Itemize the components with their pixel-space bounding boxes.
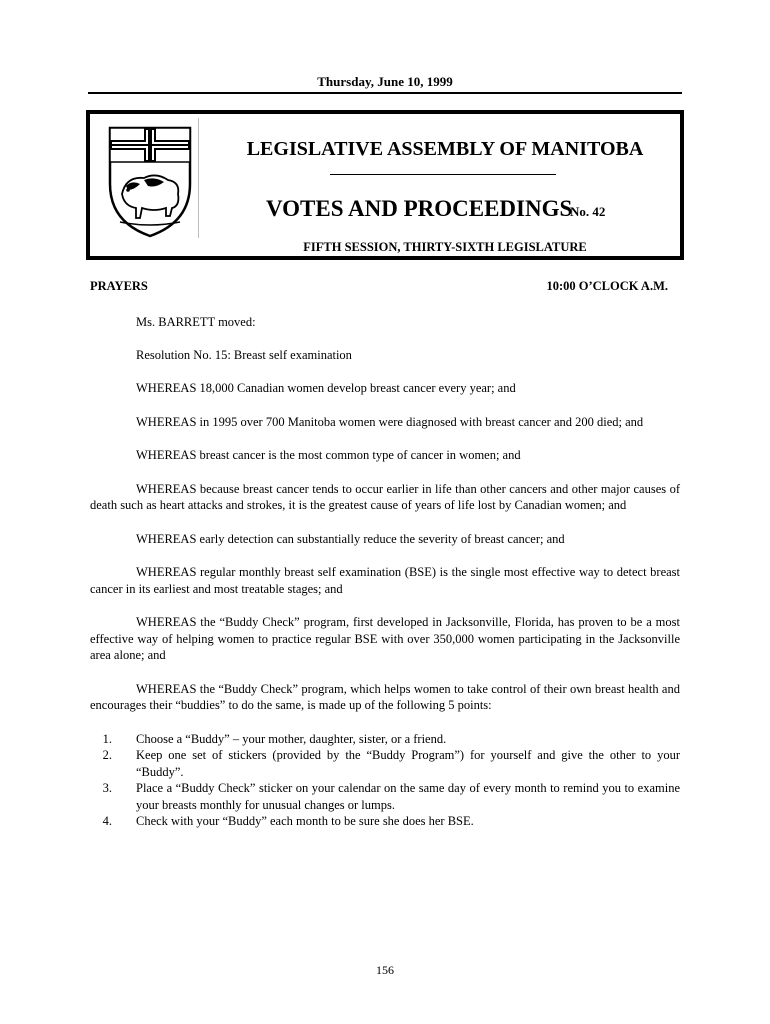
list-item-text: Check with your “Buddy” each month to be sure she does her BSE. — [136, 814, 474, 828]
whereas-clause: WHEREAS 18,000 Canadian women develop breast cancer every year; and — [136, 381, 516, 395]
whereas-clause: WHEREAS early detection can substantially reduce the severity of breast cancer; and — [136, 531, 565, 546]
whereas-clause: WHEREAS because breast cancer tends to occur earlier in life than other cancers and other major causes of death such as heart attacks and strokes, it is the greatest cause of years of life lost by Canadian women; and — [90, 481, 680, 512]
resolution-title: Resolution No. 15: Breast self examination — [136, 347, 352, 362]
whereas-clause: WHEREAS the “Buddy Check” program, first developed in Jacksonville, Florida, has proven to be a most effective way of helping women to practice regular BSE with over 350,000 women participating in the Jacksonville area alone; and — [90, 615, 680, 662]
section-heading-prayers: PRAYERS — [90, 279, 148, 293]
issue-number: No. 42 — [570, 204, 606, 219]
whereas-clause: WHEREAS the “Buddy Check” program, which helps women to take control of their own breast health and encourages their “buddies” to do the same, is made up of the following 5 points: — [90, 681, 680, 712]
whereas-clause: WHEREAS breast cancer is the most common type of cancer in women; and — [136, 448, 521, 462]
list-item-text: Keep one set of stickers (provided by the “Buddy Program”) for yourself and give the other to your “Buddy”. — [136, 748, 680, 779]
assembly-title: LEGISLATIVE ASSEMBLY OF MANITOBA — [246, 138, 644, 160]
list-item-text: Choose a “Buddy” – your mother, daughter, sister, or a friend. — [136, 731, 447, 746]
document-date: Thursday, June 10, 1999 — [317, 74, 453, 89]
list-item-number: 1. — [102, 731, 112, 746]
list-item — [90, 813, 680, 830]
list-item — [90, 780, 680, 813]
date-rule-divider — [88, 92, 682, 94]
page-number: 156 — [376, 963, 394, 977]
sitting-time: 10:00 O’CLOCK A.M. — [546, 279, 668, 293]
buddy-check-points-list — [90, 731, 680, 830]
list-item-text: Place a “Buddy Check” sticker on your calendar on the same day of every month to remind you to examine your breasts monthly for unusual changes or lumps. — [136, 781, 680, 812]
whereas-clause: WHEREAS regular monthly breast self examination (BSE) is the single most effective way to detect breast cancer in its earliest and most treatable stages; and — [90, 565, 680, 596]
list-item-number: 4. — [102, 814, 112, 828]
document-title: VOTES AND PROCEEDINGS — [266, 196, 573, 221]
list-item — [90, 731, 680, 748]
motion-intro: Ms. BARRETT moved: — [136, 315, 256, 329]
list-item-number: 3. — [102, 781, 112, 795]
session-title: FIFTH SESSION, THIRTY-SIXTH LEGISLATURE — [303, 240, 587, 254]
masthead-box — [86, 110, 684, 260]
list-item-number: 2. — [102, 748, 112, 762]
whereas-clause: WHEREAS in 1995 over 700 Manitoba women were diagnosed with breast cancer and 200 died; and — [136, 414, 644, 429]
list-item — [90, 747, 680, 780]
title-dash-divider — [330, 174, 556, 175]
crest-divider — [198, 118, 199, 238]
document-body — [90, 314, 680, 830]
manitoba-coat-of-arms-icon — [104, 124, 196, 240]
